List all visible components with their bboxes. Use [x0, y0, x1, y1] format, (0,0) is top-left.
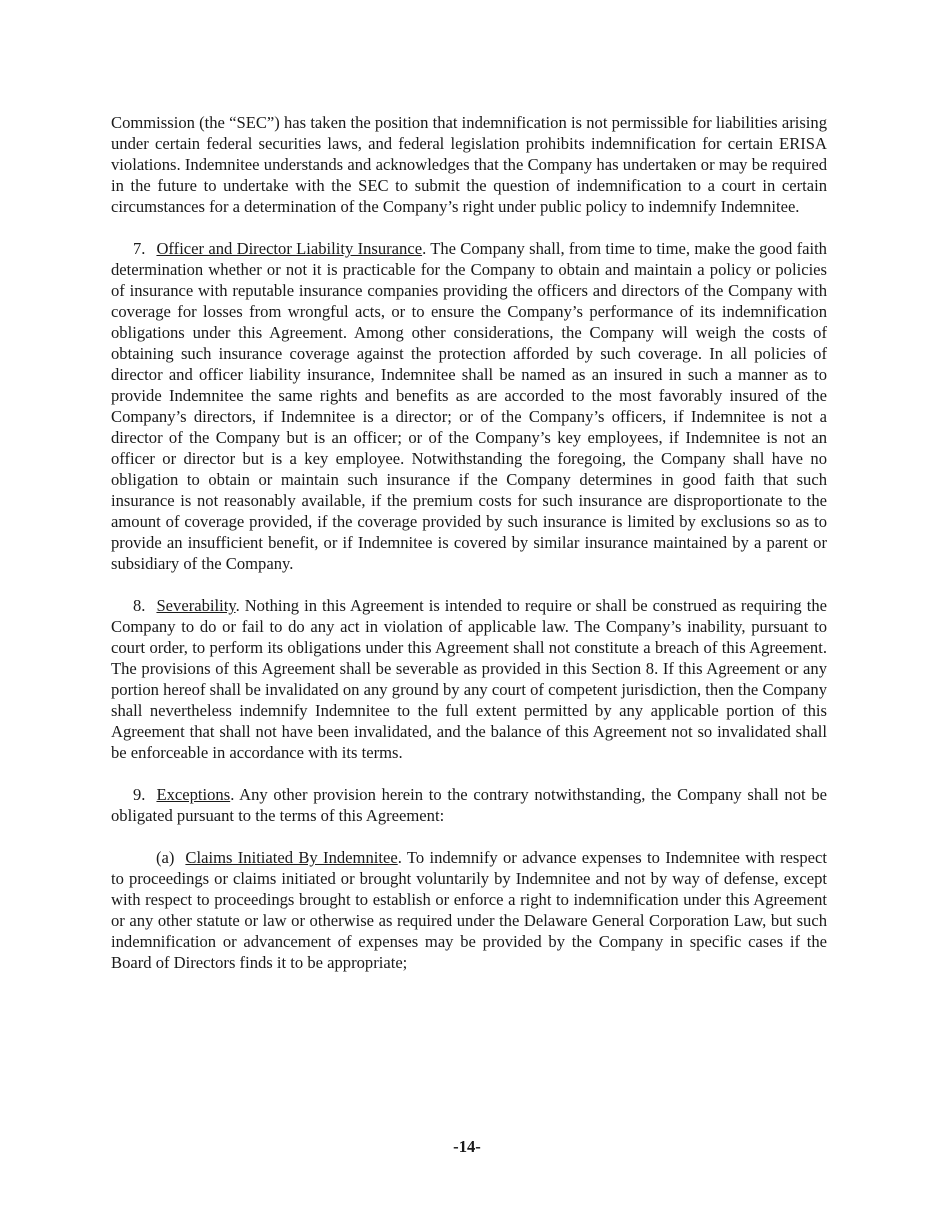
section-9-number: 9. — [133, 785, 146, 804]
section-9 — [111, 784, 827, 826]
section-7-body: . The Company shall, from time to time, make the good faith determination whether or not it is practicable for the Company to obtain and maintain a policy or policies of insurance with reputable insurance companies providing the officers and directors of the Company with coverage for losses from wrongful acts, or to ensure the Company’s performance of its indemnification obligations under this Agreement. Among other considerations, the Company will weigh the costs of obtaining such insurance coverage against the protection afforded by such coverage. In all policies of director and officer liability insurance, Indemnitee shall be named as an insured in such a manner as to provide Indemnitee the same rights and benefits as are accorded to the most favorably insured of the Company’s directors, if Indemnitee is a director; or of the Company’s officers, if Indemnitee is not a director of the Company but is an officer; or of the Company’s key employees, if Indemnitee is not an officer or director but is a key employee. Notwithstanding the foregoing, the Company shall have no obligation to obtain or maintain such insurance if the Company determines in good faith that such insurance is not reasonably available, if the premium costs for such insurance are disproportionate to the amount of coverage provided, if the coverage provided by such insurance is limited by exclusions so as to provide an insufficient benefit, or if Indemnitee is covered by similar insurance maintained by a parent or subsidiary of the Company. — [111, 239, 827, 573]
section-7-heading: Officer and Director Liability Insurance — [156, 239, 423, 258]
subsection-9a-number: (a) — [156, 848, 175, 867]
page-number: -14- — [453, 1137, 481, 1156]
subsection-9a-heading: Claims Initiated By Indemnitee — [185, 848, 398, 867]
document-page — [111, 112, 827, 994]
section-8-heading: Severability — [156, 596, 236, 615]
intro-paragraph: Commission (the “SEC”) has taken the position that indemnification is not permissible for liabilities arising under certain federal securities laws, and federal legislation prohibits indemnification for certain ERISA violations. Indemnitee understands and acknowledges that the Company has undertaken or may be required in the future to undertake with the SEC to submit the question of indemnification to a court in certain circumstances for a determination of the Company’s right under public policy to indemnify Indemnitee. — [111, 113, 827, 216]
section-9-heading: Exceptions — [156, 785, 231, 804]
section-9-body: . Any other provision herein to the contrary notwithstanding, the Company shall not be obligated pursuant to the terms of this Agreement: — [111, 785, 827, 825]
section-8 — [111, 595, 827, 763]
section-8-body: . Nothing in this Agreement is intended to require or shall be construed as requiring the Company to do or fail to do any act in violation of applicable law. The Company’s inability, pursuant to court order, to perform its obligations under this Agreement shall not constitute a breach of this Agreement. The provisions of this Agreement shall be severable as provided in this Section 8. If this Agreement or any portion hereof shall be invalidated on any ground by any court of competent jurisdiction, then the Company shall nevertheless indemnify Indemnitee to the full extent permitted by any applicable portion of this Agreement that shall not have been invalidated, and the balance of this Agreement not so invalidated shall be enforceable in accordance with its terms. — [111, 596, 827, 762]
subsection-9a — [111, 847, 827, 973]
subsection-9a-body: . To indemnify or advance expenses to Indemnitee with respect to proceedings or claims initiated or brought voluntarily by Indemnitee and not by way of defense, except with respect to proceedings brought to establish or enforce a right to indemnification under this Agreement or any other statute or law or otherwise as required under the Delaware General Corporation Law, but such indemnification or advancement of expenses may be provided by the Company in specific cases if the Board of Directors finds it to be appropriate; — [111, 848, 827, 972]
section-7-number: 7. — [133, 239, 146, 258]
section-8-number: 8. — [133, 596, 146, 615]
section-7 — [111, 238, 827, 574]
